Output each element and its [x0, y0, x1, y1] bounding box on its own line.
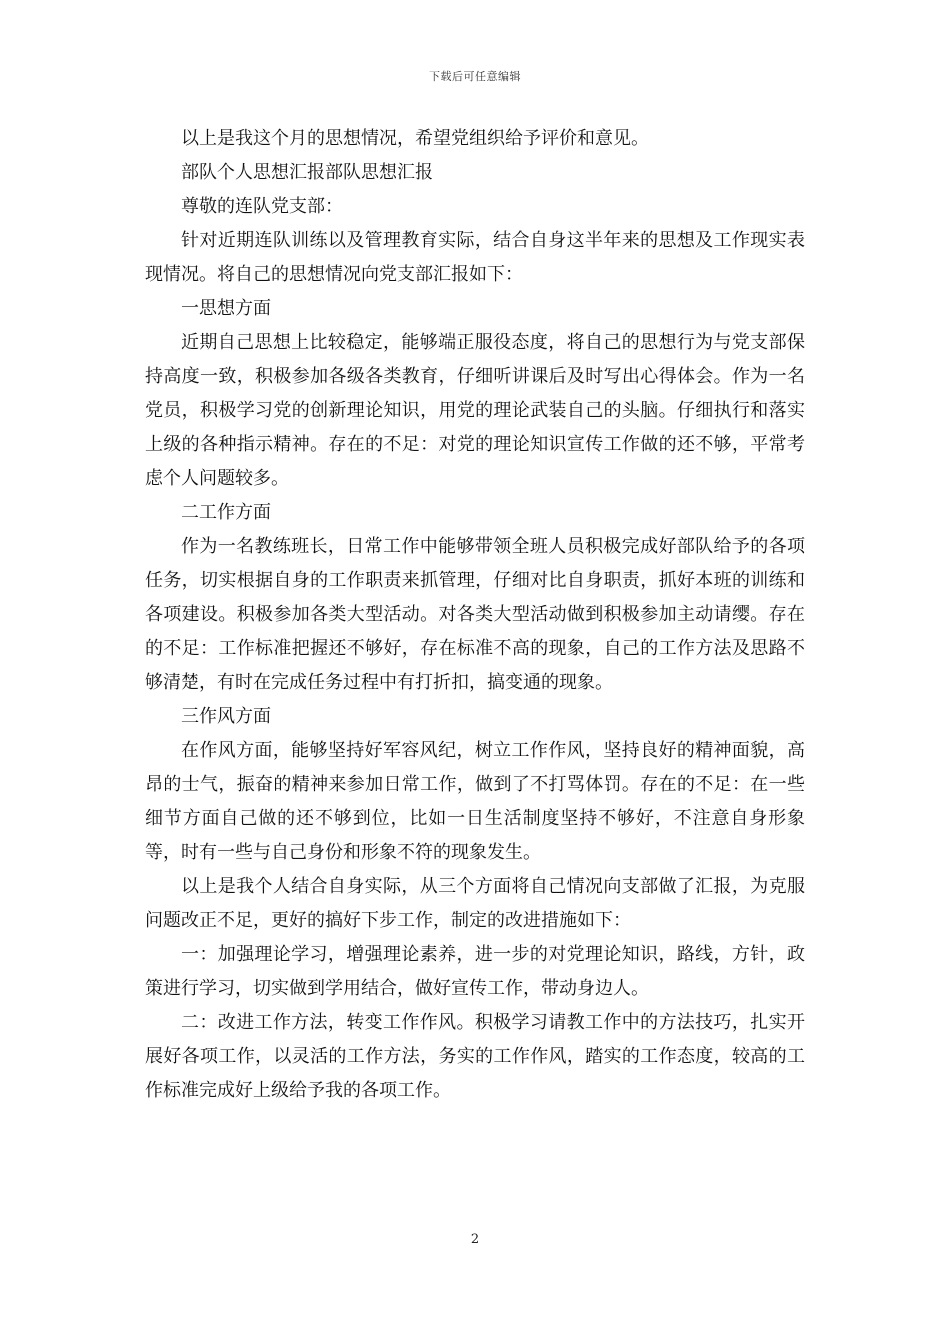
section-heading-thought: 一思想方面 — [181, 298, 271, 319]
paragraph-style: 在作风方面，能够坚持好军容风纪，树立工作作风，坚持良好的精神面貌，高昂的士气，振奋的精神来参加日常工作，做到了不打骂体罚。存在的不足：在一些细节方面自己做的还不够到位，比如一日生活制度坚持不够好，不注意自身形象等，时有一些与自己身份和形象不符的现象发生。 — [145, 740, 805, 863]
page-header-note: 下载后可任意编辑 — [429, 70, 521, 83]
paragraph-measure-one: 一：加强理论学习，增强理论素养，进一步的对党理论知识，路线，方针，政策进行学习，切实做到学用结合，做好宣传工作，带动身边人。 — [145, 944, 805, 999]
paragraph-report-title: 部队个人思想汇报部队思想汇报 — [181, 162, 433, 183]
paragraph-improvement-intro: 以上是我个人结合自身实际，从三个方面将自己情况向支部做了汇报，为克服问题改正不足，更好的搞好下步工作，制定的改进措施如下： — [145, 876, 805, 931]
paragraph-work: 作为一名教练班长，日常工作中能够带领全班人员积极完成好部队给予的各项任务，切实根据自身的工作职责来抓管理，仔细对比自身职责，抓好本班的训练和各项建设。积极参加各类大型活动。对各类大型活动做到积极参加主动请缨。存在的不足：工作标准把握还不够好，存在标准不高的现象，自己的工作方法及思路不够清楚，有时在完成任务过程中有打折扣，搞变通的现象。 — [145, 536, 805, 693]
paragraph-introduction: 针对近期连队训练以及管理教育实际，结合自身这半年来的思想及工作现实表现情况。将自己的思想情况向党支部汇报如下： — [145, 230, 805, 285]
paragraph-thought: 近期自己思想上比较稳定，能够端正服役态度，将自己的思想行为与党支部保持高度一致，积极参加各级各类教育，仔细听讲课后及时写出心得体会。作为一名党员，积极学习党的创新理论知识，用党的理论武装自己的头脑。仔细执行和落实上级的各种指示精神。存在的不足：对党的理论知识宣传工作做的还不够，平常考虑个人问题较多。 — [145, 332, 805, 489]
document-body — [145, 122, 805, 1108]
section-heading-work: 二工作方面 — [181, 502, 271, 523]
paragraph-measure-two: 二：改进工作方法，转变工作作风。积极学习请教工作中的方法技巧，扎实开展好各项工作，以灵活的工作方法，务实的工作作风，踏实的工作态度，较高的工作标准完成好上级给予我的各项工作。 — [145, 1012, 805, 1101]
section-heading-style: 三作风方面 — [181, 706, 271, 727]
paragraph-closing-summary: 以上是我这个月的思想情况，希望党组织给予评价和意见。 — [181, 128, 649, 149]
paragraph-salutation: 尊敬的连队党支部： — [181, 196, 343, 217]
page-number: 2 — [470, 1232, 480, 1247]
